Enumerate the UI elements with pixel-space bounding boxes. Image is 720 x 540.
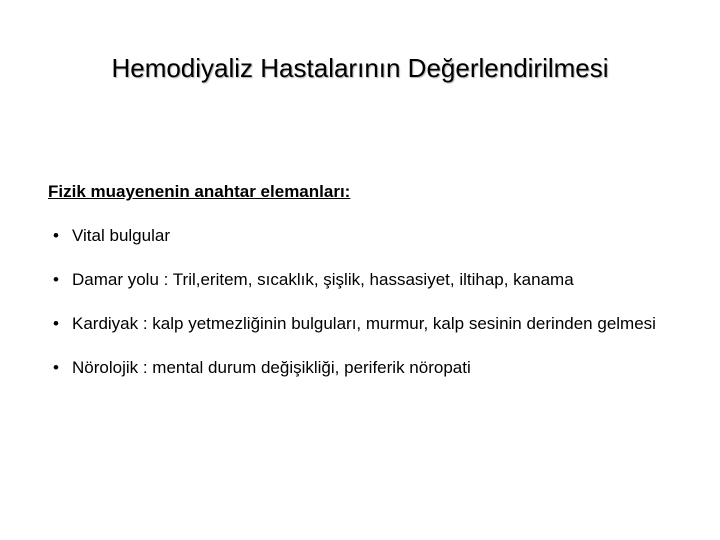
slide-content xyxy=(48,178,688,394)
bullet-icon: • xyxy=(53,314,59,333)
bullet-icon: • xyxy=(53,226,59,245)
section-heading: Fizik muayenenin anahtar elemanları: xyxy=(48,182,351,201)
bullet-item-vascular xyxy=(48,262,688,298)
bullet-item-neurologic xyxy=(48,350,688,386)
bullet-text: Damar yolu : Tril,eritem, sıcaklık, şişlik, hassasiyet, iltihap, kanama xyxy=(72,270,574,289)
bullet-item-cardiac xyxy=(48,306,688,342)
bullet-text: Vital bulgular xyxy=(72,226,170,245)
bullet-list xyxy=(48,218,688,386)
bullet-text: Nörolojik : mental durum değişikliği, periferik nöropati xyxy=(72,358,471,377)
bullet-icon: • xyxy=(53,270,59,289)
bullet-icon: • xyxy=(53,358,59,377)
slide-title: Hemodiyaliz Hastalarının Değerlendirilmesi xyxy=(111,53,609,83)
bullet-text: Kardiyak : kalp yetmezliğinin bulguları, murmur, kalp sesinin derinden gelmesi xyxy=(72,314,656,333)
bullet-item-vital xyxy=(48,218,688,254)
